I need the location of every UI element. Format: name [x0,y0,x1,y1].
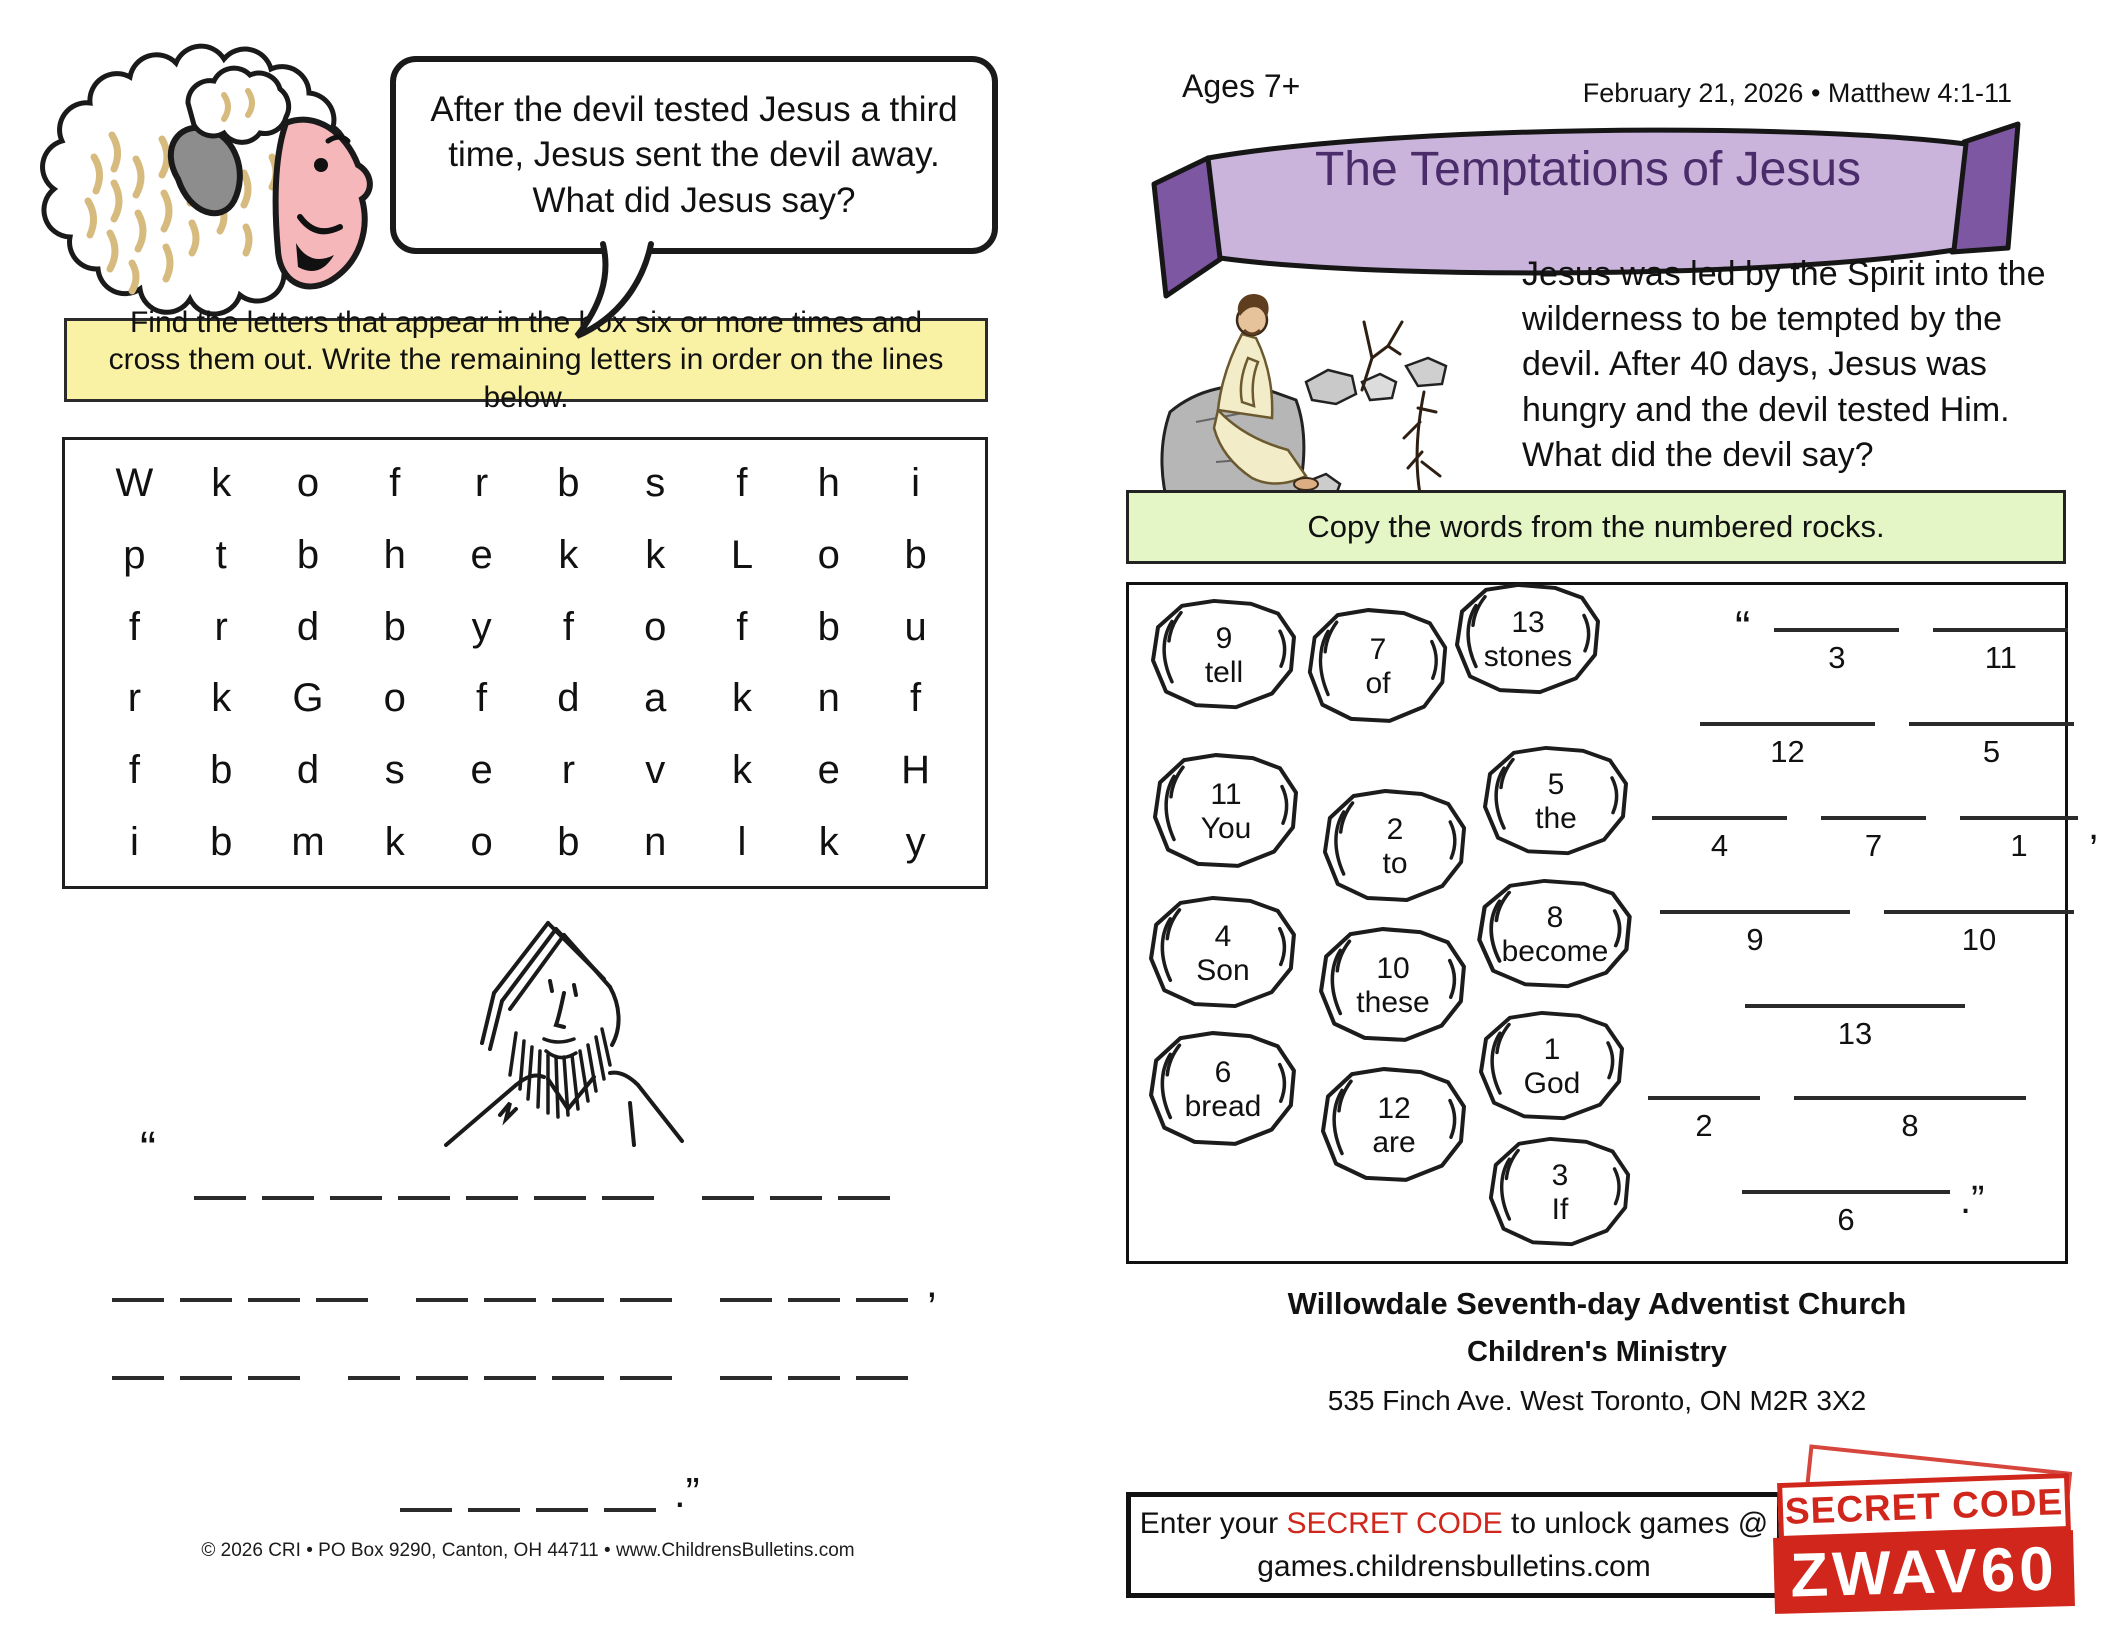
grid-letter: b [904,532,927,577]
grid-letter: r [214,604,228,649]
grid-letter: e [470,532,493,577]
church-name: Willowdale Seventh-day Adventist Church [1287,1286,1907,1321]
grid-letter: W [115,461,154,506]
intro-text: Jesus was led by the Spirit into the wilderness to be tempted by the devil. After 40 days, Jesus was hungry and the devil tested Him. What did the devil say? [1522,255,2046,474]
rock-number: 1 [1543,1033,1561,1067]
grid-letter: f [736,604,748,649]
rock-number: 11 [1210,778,1242,812]
rock-number: 12 [1377,1092,1411,1126]
rock-word: tell [1204,655,1244,689]
grid-letter: i [129,819,139,864]
word-rock [1320,788,1470,906]
grid-letter: v [645,747,666,792]
blank-line [1794,1096,2026,1100]
letter-blank [468,1498,520,1512]
rock-label [1476,1010,1628,1124]
grid-letter: k [211,461,232,506]
numbered-blank [1960,816,2078,864]
grid-letter: f [910,676,922,721]
numbered-blank-row [1742,1178,1985,1238]
rock-number: 7 [1369,633,1387,667]
grid-letter: k [731,676,752,721]
numbered-blank-row [1660,910,2074,958]
rock-label [1146,895,1300,1012]
grid-letter: h [383,532,406,577]
blank-number: 7 [1864,828,1883,863]
letter-blank [552,1288,604,1302]
punctuation: , [2088,804,2100,848]
rock-word: the [1535,802,1577,835]
rock-number: 2 [1386,813,1404,847]
grid-letter: r [474,461,489,506]
answer-line [112,1259,938,1306]
rock-number: 5 [1547,768,1565,802]
secret-code-stamp-label: SECRET CODE [1777,1473,2071,1541]
church-address: 535 Finch Ave. West Toronto, ON M2R 3X2 [1327,1385,1867,1416]
rock-number: 13 [1511,606,1545,640]
rock-label [1486,1136,1634,1250]
letter-blank [400,1498,452,1512]
letter-blank [180,1366,232,1380]
answer-line [112,1366,908,1380]
blank-number: 6 [1837,1202,1855,1237]
rock-word: stones [1483,640,1573,673]
secret-code-after: to unlock games @ [1511,1506,1769,1540]
letter-blank [720,1288,772,1302]
blank-number: 10 [1961,922,1997,957]
grid-letter: k [818,819,839,864]
grid-letter: f [562,604,574,649]
blank-line [1884,910,2074,914]
word-rock [1480,745,1632,859]
rock-word: bread [1184,1090,1262,1123]
grid-letter: b [210,747,233,792]
letter-blank [416,1288,468,1302]
letter-blank [856,1366,908,1380]
punctuation: .” [674,1469,700,1516]
secret-code-line1 [1140,1502,1769,1546]
rock-number: 9 [1215,621,1233,655]
answer-word [348,1366,672,1380]
rock-word: You [1200,812,1252,845]
rock-word: are [1372,1126,1416,1159]
grid-letter: n [817,676,840,721]
rock-word: these [1356,986,1430,1019]
grid-letter: n [644,819,667,864]
letter-blank [398,1186,450,1200]
grid-letter: f [389,461,401,506]
grid-letter: o [470,819,493,864]
word-rock [1316,926,1470,1046]
letter-blank [770,1186,822,1200]
grid-letter: o [296,461,320,506]
rock-label [1305,607,1451,727]
numbered-blank [1742,1190,1950,1238]
grid-letter: y [905,819,926,864]
letter-blank [112,1366,164,1380]
answer-word [112,1288,368,1302]
rock-label [1148,598,1300,713]
blank-number: 9 [1746,922,1764,957]
rock-label [1480,745,1632,859]
grid-letter: r [127,676,142,721]
grid-letter: G [292,676,324,721]
grid-letter: f [128,604,140,649]
letter-blank [330,1186,382,1200]
letter-blank [248,1288,300,1302]
rock-number: 3 [1551,1159,1569,1193]
numbered-blank-row [1700,722,2074,770]
letter-blank [316,1288,368,1302]
grid-letter: h [817,461,840,506]
letter-blank [720,1366,772,1380]
word-rock [1305,607,1451,727]
numbered-blank-row [1652,804,2100,864]
numbered-blank-row [1648,1096,2026,1144]
word-rock [1476,1010,1628,1124]
grid-letter: L [730,532,754,577]
numbered-blank-row [1745,1004,1965,1052]
blank-line [1745,1004,1965,1008]
numbered-blank [1821,816,1926,864]
letter-puzzle-instruction-text: Find the letters that appear in the box six or more times and cross them out. Write the remaining letters in order on the lines below. [108,305,944,414]
rock-label [1318,1066,1470,1186]
grid-letter: y [471,604,492,649]
numbered-blank [1652,816,1787,864]
grid-letter: a [644,676,667,721]
grid-letter: d [557,676,580,721]
numbered-blank [1933,628,2068,676]
letter-blank [484,1288,536,1302]
open-quote: “ [1735,601,1751,653]
blank-number: 3 [1828,640,1846,675]
answer-line [140,1123,890,1200]
answer-word [720,1366,908,1380]
grid-letter: k [558,532,579,577]
blank-number: 5 [1982,734,2001,769]
letter-blank [112,1288,164,1302]
blank-number: 11 [1984,640,2017,675]
open-quote: “ [140,1123,156,1176]
blank-line [1648,1096,1760,1100]
rock-label [1474,878,1636,992]
numbered-blank [1700,722,1875,770]
grid-letter: k [645,532,666,577]
grid-letter: b [210,819,233,864]
letter-puzzle-instruction [64,305,988,414]
grid-letter: f [736,461,748,506]
blank-number: 8 [1901,1108,1919,1143]
letter-blank [788,1366,840,1380]
word-rock [1146,895,1300,1012]
answer-word [720,1288,908,1302]
numbered-blank [1745,1004,1965,1052]
date-reference: February 21, 2026 • Matthew 4:1-11 [1582,78,2012,108]
church-info [1126,1286,2068,1417]
church-ministry: Children's Ministry [1467,1336,1727,1368]
grid-letter: d [296,747,320,792]
letter-blank [604,1498,656,1512]
grid-letter: b [557,819,580,864]
letter-blank [248,1366,300,1380]
grid-letter: i [911,461,921,506]
word-rock [1150,752,1302,872]
grid-letter: k [211,676,232,721]
word-rock [1318,1066,1470,1186]
speech-bubble-tail [575,244,745,354]
rock-word: God [1523,1067,1581,1100]
letter-blank [534,1186,586,1200]
rock-word: Son [1196,953,1250,987]
grid-letter: b [383,604,406,649]
letter-blank [552,1366,604,1380]
grid-letter: f [476,676,488,721]
blank-line [1700,722,1875,726]
rock-word: to [1382,847,1408,880]
grid-letter: m [291,819,325,864]
page-title: The Temptations of Jesus [1314,143,1862,196]
letter-blank [484,1366,536,1380]
numbered-blank [1884,910,2074,958]
letter-blank [348,1366,400,1380]
rock-label [1146,1030,1300,1150]
rock-number: 8 [1546,901,1564,935]
blank-line [1933,628,2068,632]
letter-blank [602,1186,654,1200]
grid-letter: e [817,747,840,792]
answer-word [416,1288,672,1302]
grid-letter: e [470,747,493,792]
blank-number: 4 [1710,828,1729,863]
punctuation: , [926,1259,938,1306]
secret-code-url: games.childrensbulletins.com [1257,1550,1651,1583]
answer-word [112,1366,300,1380]
grid-letter: b [296,532,320,577]
blank-line [1909,722,2074,726]
numbered-blank [1648,1096,1760,1144]
grid-letter: d [296,604,320,649]
letter-blank [194,1186,246,1200]
letter-blank [262,1186,314,1200]
letter-blank [856,1288,908,1302]
grid-letter: r [561,747,576,792]
letter-blank [702,1186,754,1200]
grid-letter: t [215,532,227,577]
rock-number: 6 [1214,1056,1232,1090]
grid-letter: k [384,819,405,864]
answer-word [194,1186,654,1200]
numbered-blank-row [1735,601,2068,676]
rock-word: of [1365,667,1391,700]
rock-word: If [1551,1193,1569,1226]
grid-letter: o [644,604,667,649]
word-rock [1148,598,1300,713]
word-rock [1452,582,1604,698]
grid-letter: b [557,461,580,506]
grid-letter: f [128,747,140,792]
letter-blank [536,1498,588,1512]
answer-word [702,1186,890,1200]
rock-label [1150,752,1302,872]
grid-letter: b [817,604,840,649]
letter-blank [416,1366,468,1380]
rock-word: become [1501,935,1609,968]
blank-line [1960,816,2078,820]
blank-number: 2 [1695,1108,1713,1143]
rock-label [1452,582,1604,698]
grid-letter: s [645,461,666,506]
grid-letter: k [731,747,752,792]
grid-letter: u [904,604,927,649]
word-rock [1146,1030,1300,1150]
speech-bubble-text: After the devil tested Jesus a third time, Jesus sent the devil away. What did Jesus say? [430,89,958,220]
rock-number: 4 [1214,919,1232,953]
rocks-instruction [1126,490,2066,564]
secret-code-highlight: SECRET CODE [1286,1506,1503,1540]
speech-bubble [390,56,998,254]
ages-label: Ages 7+ [1182,68,1301,104]
numbered-blank [1774,628,1899,676]
blank-number: 12 [1770,734,1805,769]
numbered-blank [1660,910,1850,958]
numbered-blank [1909,722,2074,770]
letter-blank [788,1288,840,1302]
jesus-sketch [398,893,718,1158]
secret-code-before: Enter your [1139,1506,1279,1540]
letter-blank [620,1366,672,1380]
secret-code-box [1126,1492,1782,1598]
answer-word [400,1498,656,1512]
letter-grid [62,437,988,889]
word-rock [1486,1136,1634,1250]
blank-line [1652,816,1787,820]
grid-letter: o [817,532,840,577]
letter-blank [620,1288,672,1302]
rock-label [1320,788,1470,906]
grid-letter: H [901,747,931,792]
grid-letter: s [384,747,405,792]
grid-letter: l [737,819,747,864]
letter-blank [180,1288,232,1302]
punctuation: .” [1960,1178,1985,1222]
grid-letter: o [383,676,406,721]
blank-line [1774,628,1899,632]
blank-number: 13 [1837,1016,1873,1051]
answer-line [400,1469,700,1516]
rock-number: 10 [1376,952,1410,986]
word-rock [1474,878,1636,992]
rock-label [1316,926,1470,1046]
blank-number: 1 [2010,828,2028,863]
blank-line [1742,1190,1950,1194]
rocks-instruction-text: Copy the words from the numbered rocks. [1307,509,1885,544]
copyright-line: © 2026 CRI • PO Box 9290, Canton, OH 44711 • www.ChildrensBulletins.com [201,1540,855,1561]
letter-blank [838,1186,890,1200]
numbered-blank [1794,1096,2026,1144]
blank-line [1821,816,1926,820]
blank-line [1660,910,1850,914]
secret-code-value: ZWAV60 [1773,1530,2075,1614]
sheep-illustration [28,36,428,328]
letter-blank [466,1186,518,1200]
grid-letter: p [123,532,146,577]
